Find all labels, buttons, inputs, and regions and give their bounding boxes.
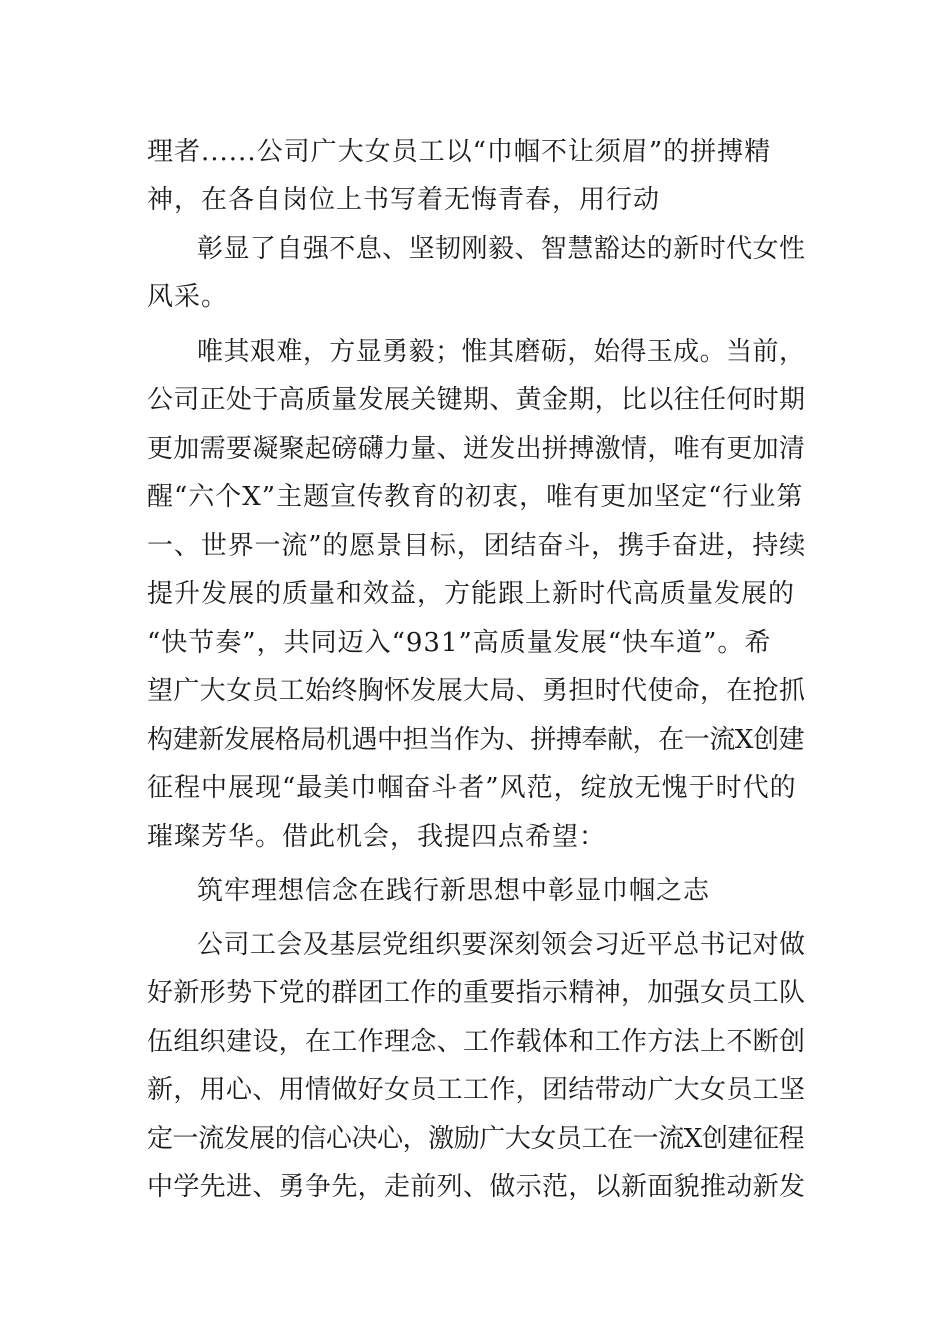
text-line: 彰显了自强不息、坚韧刚毅、智慧豁达的新时代女性 [197, 234, 806, 264]
text-line: 醒“六个X”主题宣传教育的初衷，唯有更加坚定“行业第 [147, 482, 804, 512]
section-heading: 筑牢理想信念在践行新思想中彰显巾帼之志 [197, 876, 711, 906]
text-line: 璀璨芳华。借此机会，我提四点希望： [147, 822, 607, 852]
text-line: 一、世界一流”的愿景目标，团结奋斗，携手奋进，持续 [147, 531, 807, 561]
text-line: 望广大女员工始终胸怀发展大局、勇担时代使命，在抢抓 [147, 676, 806, 706]
text-line: 公司工会及基层党组织要深刻领会习近平总书记对做 [197, 930, 806, 960]
text-line: 公司正处于高质量发展关键期、黄金期，比以往任何时期 [147, 385, 806, 415]
text-line: “快节奏”，共同迈入“931”高质量发展“快车道”。希 [147, 628, 772, 658]
text-line: 好新形势下党的群团工作的重要指示精神，加强女员工队 [147, 978, 806, 1008]
text-line: 风采。 [147, 282, 229, 312]
text-line: 定一流发展的信心决心，激励广大女员工在一流X创建征程 [147, 1124, 805, 1154]
text-line: 中学先进、勇争先，走前列、做示范，以新面貌推动新发 [147, 1172, 806, 1202]
text-line: 伍组织建设，在工作理念、工作载体和工作方法上不断创 [147, 1027, 806, 1057]
text-line: 唯其艰难，方显勇毅；惟其磨砺，始得玉成。当前， [197, 337, 806, 367]
text-line: 提升发展的质量和效益，方能跟上新时代高质量发展的 [147, 579, 796, 609]
text-line: 理者......公司广大女员工以“巾帼不让须眉”的拼搏精 [147, 137, 772, 167]
text-line: 征程中展现“最美巾帼奋斗者”风范，绽放无愧于时代的 [147, 773, 797, 803]
text-line: 神，在各自岗位上书写着无悔青春，用行动 [147, 185, 661, 215]
text-line: 构建新发展格局机遇中担当作为、拼搏奉献，在一流X创建 [147, 725, 805, 755]
text-line: 更加需要凝聚起磅礴力量、迸发出拼搏激情，唯有更加清 [147, 434, 806, 464]
text-line: 新，用心、用情做好女员工工作，团结带动广大女员工坚 [147, 1075, 806, 1105]
